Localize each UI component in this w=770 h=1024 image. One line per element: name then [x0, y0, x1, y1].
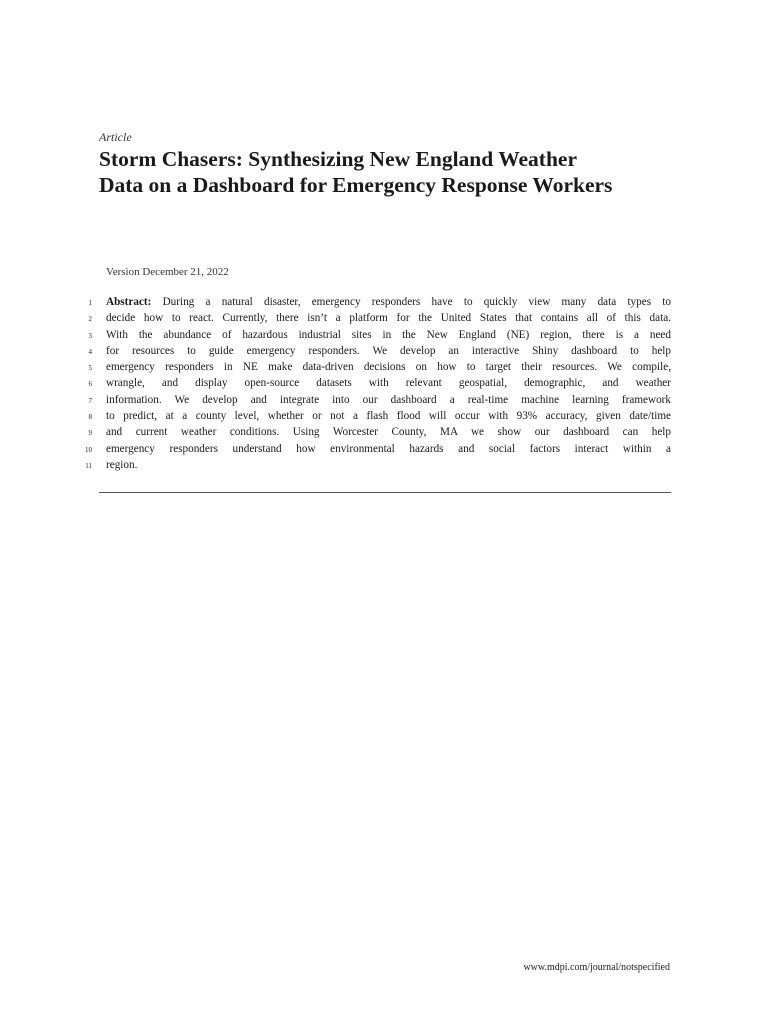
line-number: 10	[85, 445, 92, 454]
abstract-label: Abstract:	[106, 296, 152, 308]
abstract-line	[0, 392, 770, 408]
article-type-label: Article	[99, 130, 132, 144]
abstract-line	[0, 457, 770, 473]
line-number: 3	[88, 331, 92, 340]
section-divider	[99, 492, 671, 493]
journal-url[interactable]: www.mdpi.com/journal/notspecified	[523, 962, 670, 973]
abstract-line-text: for resources to guide emergency responders. We develop an interactive Shiny dashboard to help	[106, 344, 671, 357]
abstract-line	[0, 424, 770, 440]
abstract-line	[0, 327, 770, 343]
abstract-line	[0, 294, 770, 310]
abstract-line-text: emergency responders understand how environmental hazards and social factors interact within a	[106, 442, 671, 455]
abstract-line	[0, 441, 770, 457]
line-number: 11	[85, 461, 92, 470]
abstract-line-text: wrangle, and display open-source datasets with relevant geospatial, demographic, and weather	[106, 377, 671, 390]
abstract-line-text: With the abundance of hazardous industrial sites in the New England (NE) region, there is a need	[106, 328, 671, 341]
abstract-line-text: and current weather conditions. Using Worcester County, MA we show our dashboard can help	[106, 426, 671, 439]
paper-title	[99, 146, 699, 198]
line-number: 8	[88, 413, 92, 422]
abstract-line-text: information. We develop and integrate into our dashboard a real-time machine learning framework	[106, 393, 671, 406]
paper-title-line-1: Storm Chasers: Synthesizing New England Weather	[99, 147, 577, 171]
line-number: 7	[88, 396, 92, 405]
abstract-section	[0, 294, 770, 473]
abstract-line	[0, 375, 770, 391]
line-number: 9	[88, 429, 92, 438]
abstract-text: During a natural disaster, emergency responders have to quickly view many data types to	[151, 296, 671, 308]
abstract-line-text: decide how to react. Currently, there isn’t a platform for the United States that contains all of this data.	[106, 312, 671, 325]
abstract-line-text: region.	[106, 458, 138, 471]
abstract-line	[0, 408, 770, 424]
abstract-line-text: to predict, at a county level, whether or not a flash flood will occur with 93% accuracy, given date/time	[106, 410, 671, 423]
abstract-line	[0, 359, 770, 375]
line-number: 2	[88, 315, 92, 324]
abstract-line-text	[106, 294, 671, 310]
abstract-line	[0, 343, 770, 359]
line-number: 4	[88, 347, 92, 356]
version-date: Version December 21, 2022	[106, 266, 229, 278]
abstract-line-text: emergency responders in NE make data-driven decisions on how to target their resources. We compile,	[106, 361, 671, 374]
line-number: 5	[88, 364, 92, 373]
line-number: 1	[88, 299, 92, 307]
line-number: 6	[88, 380, 92, 389]
abstract-line	[0, 310, 770, 326]
paper-title-line-2: Data on a Dashboard for Emergency Response Workers	[99, 173, 613, 197]
